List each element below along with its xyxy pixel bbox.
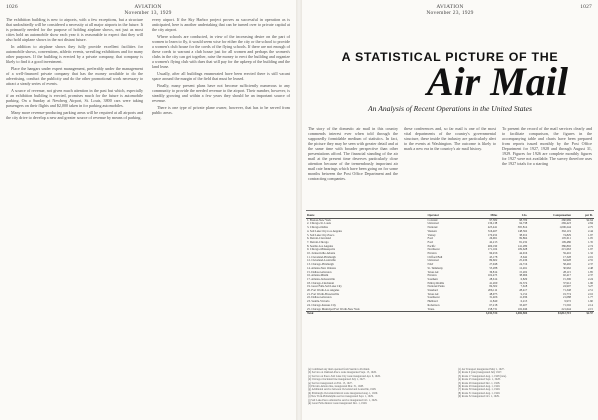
table-cell: 71,502 bbox=[562, 302, 571, 307]
table-cell: 48,975 bbox=[489, 291, 498, 296]
table-cell: Ford bbox=[427, 239, 433, 244]
table-header: Operator bbox=[427, 214, 469, 218]
table-cell: 102,946 bbox=[517, 306, 528, 311]
right-page bbox=[302, 0, 598, 420]
table-cell: 2.48 bbox=[587, 265, 593, 270]
table-cell: 6,829 bbox=[520, 276, 528, 281]
footnote: (i) New York-Philadelphia service inaugurated Sept. 1, 1929. bbox=[308, 395, 374, 399]
table-cell: 1.97 bbox=[587, 247, 593, 252]
paragraph: Finally, many present plans have not become sufficiently numerous to any community to provide the needed revenue to the airport. Their number, however, is steadily growing and within a few years they should be an important source of revenue. bbox=[152, 83, 290, 103]
table-cell: 141,289 bbox=[517, 243, 528, 248]
table-cell: 81,232 bbox=[519, 239, 528, 244]
footnote: (h) Pittsburgh-Cleveland-Detroit route inaugurated Aug. 1, 1929. bbox=[308, 391, 378, 395]
table-cell: 3,011,724 bbox=[469, 312, 499, 316]
paragraph: In addition to airplane shows they fully provide excellent facilities for automobile shows, conventions, athletic events, wrestling exhibitions and for many other purposes. If the building is erected by a private company, that company is likely to find it a good investment. bbox=[6, 44, 143, 64]
table-cell: 38,012 bbox=[519, 232, 528, 237]
footnote: (9) Route 32 inaugurated Oct. 1, 1929. bbox=[458, 395, 500, 399]
paragraph: The story of the domestic air mail in this country commends interest ever when told through the supposedly formidable medium of statistics. In fact, the picture they may be seen with greater detail and at the same time with broader perspective than other presentations afford. The financial standing of the air mail at the present time deserves particularly close attention because of the tremendously important air mail rate hearings which have been going on for some months between the Post Office Department and the contracting companies. bbox=[308, 126, 398, 181]
table-cell: 469,190 bbox=[487, 243, 498, 248]
table-cell: 1.32 bbox=[587, 251, 593, 256]
table-cell: Northwest bbox=[427, 247, 440, 252]
footnote: (1) Air Transport inaugurated May 1, 1927. bbox=[458, 368, 505, 371]
table-cell: Universal bbox=[427, 221, 439, 226]
table-cell: 2.84 bbox=[587, 221, 593, 226]
table-cell: 5. Salt Lake City-Pasco bbox=[307, 232, 335, 237]
table-cell: 44,916 bbox=[519, 251, 528, 256]
footnote: (4) Route 25 inaugurated Sept. 1, 1928. bbox=[458, 378, 501, 382]
table-cell: Pitcairn bbox=[427, 251, 437, 256]
right-column-1 bbox=[308, 126, 398, 183]
paragraph: The exhibition building is new to airports, with a few exceptions, but a structure that undoubtedly will be considered a necessity at all major airports in the future. It is primarily needed for the purpose of holding airplane shows, not just as most cities hold an automobile show each year it is reasonable to expect that they will also hold airplane shows in the not distant future. bbox=[6, 17, 143, 42]
table-cell: 9,972 bbox=[564, 299, 571, 304]
table-cell: 3. Chicago-Dallas bbox=[307, 225, 328, 230]
table-cell: Pitcairn bbox=[427, 273, 437, 278]
table-cell: 36,814 bbox=[489, 269, 498, 274]
table-cell: 74,829 bbox=[562, 232, 571, 237]
paragraph: every airport. If the Sky Harbor project proves as successful in operation as is anticipated, here is another undertaking that can be turned over to private capital at the city airport. bbox=[152, 17, 290, 32]
table-cell: 22. Dallas-Galveston bbox=[307, 295, 332, 300]
right-running-head-date: November 23, 1929 bbox=[426, 10, 474, 16]
table-cell: Universal bbox=[427, 258, 439, 263]
footnote: (b) Service on Oakland-Pasco route inaugurated Sept. 15, 1926. bbox=[308, 371, 377, 375]
table-cell: 15,202 bbox=[519, 269, 528, 274]
table-cell: 2.51 bbox=[587, 288, 593, 293]
article-title: A STATISTICAL PICTURE OF THE bbox=[341, 50, 559, 64]
table-cell: 7,618 bbox=[520, 284, 528, 289]
right-page-number: 1027 bbox=[580, 4, 592, 10]
table-cell: Varney bbox=[427, 232, 436, 237]
right-column-3 bbox=[502, 126, 592, 168]
table-cell: 1.60 bbox=[587, 299, 593, 304]
table-cell: 1.05 bbox=[587, 236, 593, 241]
left-column-2 bbox=[152, 17, 290, 117]
left-running-head-date: November 13, 1929 bbox=[124, 10, 172, 16]
table-cell: St. Tammany bbox=[427, 265, 443, 270]
table-cell: Southern bbox=[427, 276, 438, 281]
footnote: (5) Route 26 inaugurated Dec. 1, 1928. bbox=[458, 381, 501, 385]
table-cell: 1.35 bbox=[587, 239, 593, 244]
left-page bbox=[0, 0, 297, 420]
right-running-head-magazine: AVIATION bbox=[436, 4, 464, 10]
table-cell: 30,962 bbox=[562, 265, 571, 270]
table-cell: 24. Chicago-Kansas City bbox=[307, 302, 336, 307]
table-cell: 16. Atlanta-Miami bbox=[307, 273, 329, 278]
table-cell: 71,348 bbox=[562, 288, 571, 293]
table-cell: 20. Fort Worth-Los Angeles bbox=[307, 288, 340, 293]
paragraph: Where schools are conducted, in view of the increasing desire on the part of women to learn to fly, it would seem wise for either the city or the school to provide a women's club house for the coeds of the flying schools. If there are not enough of these coeds to warrant a club house just for all women and perhaps the women's clubs in the city can get together, raise the money to erect the building and organize a women's flying club with dues that will pay for the upkeep of the building and the land lease. bbox=[152, 34, 290, 69]
table-body bbox=[306, 218, 594, 316]
table-cell: 170,452 bbox=[487, 232, 498, 237]
table-cell: 26,961 bbox=[489, 236, 498, 241]
table-header: Compensation bbox=[528, 214, 572, 218]
table-cell: 14. Atlanta-New Orleans bbox=[307, 265, 336, 270]
table-cell: 38,966 bbox=[519, 273, 528, 278]
table-cell: 8,642 bbox=[520, 254, 528, 259]
table-cell: 11,840 bbox=[489, 299, 498, 304]
table-cell: 2.16 bbox=[587, 291, 593, 296]
table-cell: Pacific bbox=[427, 243, 436, 248]
table-cell: 3.27 bbox=[587, 284, 593, 289]
table-cell: 21,088 bbox=[562, 295, 571, 300]
table-cell: 17. Atlanta-Jacksonville bbox=[307, 276, 335, 281]
table-cell: 6,213 bbox=[520, 299, 528, 304]
footnote: (k) Great Falls-Denver route inaugurated Dec. 1, 1929. bbox=[308, 402, 368, 406]
table-cell: 105,011 bbox=[561, 236, 571, 241]
table-cell: 2.15 bbox=[587, 306, 593, 311]
table-cell: 2.75 bbox=[587, 225, 593, 230]
footnotes-left bbox=[308, 368, 448, 405]
paragraph: Many more revenue-producing parking areas will be required at all airports and the city drive to develop a new and greater source of revenue by means of parking. bbox=[6, 110, 143, 120]
footnote: (a) Combined any mail operated from Seattle to Portland. bbox=[308, 368, 370, 371]
table-cell: 43,178 bbox=[489, 254, 498, 259]
table-cell: 24,907 bbox=[562, 284, 571, 289]
table-cell: 2.14 bbox=[587, 302, 593, 307]
table-cell: $2.64 bbox=[586, 217, 593, 222]
table-cell: 2. Chicago-St. Louis bbox=[307, 221, 331, 226]
right-column-2 bbox=[404, 126, 496, 153]
table-cell: 41,260 bbox=[489, 280, 498, 285]
table-cell: 89,602 bbox=[489, 258, 498, 263]
table-cell: 9. Chicago-Minneapolis bbox=[307, 247, 335, 252]
table-cell: 102,473 bbox=[487, 273, 498, 278]
table-cell: 109,628 bbox=[517, 247, 528, 252]
table-cell: 260,969 bbox=[561, 217, 571, 222]
table-cell: 423,441 bbox=[487, 225, 498, 230]
footnote: (j) Salt Lake-Pasco Alternative service inaugurated Oct. 1, 1929. bbox=[308, 398, 378, 402]
table-cell: 28,115 bbox=[563, 269, 571, 274]
table-cell: 2.24 bbox=[587, 276, 593, 281]
table-cell: 17,328 bbox=[562, 254, 571, 259]
table-top-rule bbox=[306, 210, 594, 211]
table-cell: 59,416 bbox=[562, 251, 571, 256]
table-cell: 2.44 bbox=[587, 228, 593, 233]
table-cell: 9,152 bbox=[520, 291, 528, 296]
air-mail-statistics-table bbox=[306, 214, 594, 316]
table-cell: 64,928 bbox=[562, 258, 571, 263]
footnote: (f) Pitcairn-Atlanta line, inaugurated Mar. 31, 1928. bbox=[308, 385, 364, 389]
table-cell: 109,486 bbox=[561, 239, 571, 244]
table-cell: Texas Air bbox=[427, 269, 439, 274]
table-cell: 19. Great Falls-Salt Lake City bbox=[307, 284, 342, 289]
left-running-head-magazine: AVIATION bbox=[134, 4, 162, 10]
table-cell: 99,864 bbox=[519, 236, 528, 241]
table-cell: Western bbox=[427, 228, 437, 233]
table-cell: 1.77 bbox=[587, 295, 593, 300]
table-cell: 215,663 bbox=[561, 247, 571, 252]
left-column-1 bbox=[6, 17, 143, 122]
table-cell: 92,417 bbox=[562, 273, 571, 278]
paragraph: Usually, after all buildings enumerated have been erected there is still vacant space around the margin of the field that must be leased. bbox=[152, 71, 290, 81]
paragraph: these conferences and, so far mail is one of the most vital departments of the country's governmental structure, these inside the industry are particularly alert to the events at Washington. The outcome is likely to mark a new era in the country's air mail history. bbox=[404, 126, 496, 151]
table-cell: 10. Jacksonville-Atlanta bbox=[307, 251, 336, 256]
table-cell: Hubbard bbox=[427, 299, 438, 304]
table-cell: 25,436 bbox=[519, 258, 528, 263]
table-cell: 1,006,244 bbox=[559, 225, 571, 230]
table-cell: 94,738 bbox=[519, 221, 528, 226]
table-cell: 1. Boston-New York bbox=[307, 217, 331, 222]
table-cell: 1.96 bbox=[587, 280, 593, 285]
table-cell: Clifford Ball bbox=[427, 254, 443, 259]
table-cell: Standard bbox=[427, 288, 438, 293]
table-cell: Total bbox=[306, 312, 427, 316]
footnote: (8) Route 31 inaugurated Aug. 1, 1929. bbox=[458, 391, 501, 395]
table-cell: 1,482,504 bbox=[498, 312, 528, 316]
table-cell: Texas Air bbox=[427, 291, 439, 296]
table-cell: 221,644 bbox=[561, 306, 571, 311]
table-cell: Robertson bbox=[427, 302, 440, 307]
table-cell: National bbox=[427, 225, 438, 230]
table-cell: 158,731 bbox=[487, 306, 498, 311]
table-cell: 316,467 bbox=[487, 228, 498, 233]
table-cell: 386,802 bbox=[561, 243, 571, 248]
table-cell: 1.97 bbox=[587, 232, 593, 237]
table-cell: 11. Cleveland-Pittsburgh bbox=[307, 254, 336, 259]
table-cell: 269,423 bbox=[561, 221, 571, 226]
table-cell: 15,306 bbox=[562, 276, 571, 281]
table-cell: 15. Dallas-Galveston bbox=[307, 269, 332, 274]
table-cell: 28,614 bbox=[489, 276, 498, 281]
footnote: (d) Chicago-Cincinnati line inaugurated July 1, 1927. bbox=[308, 378, 366, 382]
table-cell: 42,213 bbox=[489, 239, 498, 244]
table-total-row bbox=[306, 312, 594, 316]
table-cell: Colonial bbox=[427, 217, 438, 222]
table-cell: 67,218 bbox=[489, 302, 498, 307]
table-cell: 13. Chicago-Pittsburgh bbox=[307, 262, 334, 267]
table-cell: 19,374 bbox=[519, 280, 528, 285]
table-cell: 18. Chicago-Cincinnati bbox=[307, 280, 334, 285]
footnote: (6) Route 29 inaugurated Aug. 1, 1929. bbox=[458, 385, 501, 389]
table-cell: 8. Seattle-Los Angeles bbox=[307, 243, 334, 248]
table-cell: 19,774 bbox=[562, 291, 571, 296]
table-cell: NAT bbox=[427, 262, 434, 267]
table-cell bbox=[427, 312, 469, 316]
footnote: (g) Additional service between Cleveland and Louisville, 1928. bbox=[308, 388, 377, 392]
table-cell: 12,491 bbox=[519, 265, 528, 270]
table-cell: 206,112 bbox=[487, 288, 498, 293]
table-cell: 53,288 bbox=[489, 265, 498, 270]
table-cell: 2.74 bbox=[587, 243, 593, 248]
table-cell: 148,562 bbox=[517, 228, 528, 233]
table-cell: 2.37 bbox=[587, 273, 593, 278]
table-cell: Southwest bbox=[427, 295, 440, 300]
table-cell: Embry-Riddle bbox=[427, 280, 445, 285]
footnote: (3) Route 17 inaugurated Aug. 1, 1928 (rate). bbox=[458, 374, 507, 378]
table-cell: Trans. bbox=[427, 306, 435, 311]
left-page-number: 1026 bbox=[6, 4, 18, 10]
table-cell: 2.01 bbox=[587, 254, 593, 259]
table-cell: 2.55 bbox=[587, 258, 593, 263]
table-cell: 33,407 bbox=[519, 302, 528, 307]
table-header: Miles bbox=[469, 214, 499, 218]
table-cell: 28,417 bbox=[519, 288, 528, 293]
footnote: (c) Service on Pasco-Salt Lake City route inaugurated Apr. 6, 1926. bbox=[308, 374, 381, 378]
table-cell: 12. Cleveland-Louisville bbox=[307, 258, 336, 263]
table-cell: 7. Detroit-Chicago bbox=[307, 239, 329, 244]
table-cell: 11,936 bbox=[519, 295, 528, 300]
table-cell: 31,406 bbox=[489, 295, 498, 300]
article-subtitle: An Analysis of Recent Operations in the United States bbox=[368, 104, 532, 113]
table-cell: 27,948 bbox=[489, 262, 498, 267]
table-cell: 1.85 bbox=[587, 269, 593, 274]
table-cell: 37,912 bbox=[562, 280, 571, 285]
paragraph: Place the hangars under expert management, preferably under the management of a well-financed private company that has the money available to do the advertising, conduct the publicity and do the other promotional work necessary to attract a steady series of events. bbox=[6, 66, 143, 86]
table-cell: 23. Seattle-Victoria bbox=[307, 299, 330, 304]
table-cell: 171,104 bbox=[487, 247, 498, 252]
table-cell: 99,456 bbox=[489, 251, 498, 256]
table-cell: 24,716 bbox=[519, 262, 528, 267]
table-cell: $2.57 bbox=[572, 312, 594, 316]
article-title-large: Air Mail bbox=[426, 59, 568, 104]
table-cell: 136,138 bbox=[487, 221, 498, 226]
table-cell: 25. Chicago Municipal Fort Worth-New York bbox=[307, 306, 360, 311]
table-cell: 362,119 bbox=[561, 228, 571, 233]
table-cell: 97,382 bbox=[489, 217, 498, 222]
table-cell: 98,709 bbox=[519, 217, 528, 222]
footnotes-right bbox=[458, 368, 592, 399]
table-cell: $3,812,715 bbox=[528, 312, 572, 316]
footnote: (2) Route 9 (rate) inaugurated July 1927. bbox=[458, 371, 502, 375]
table-cell: 4. Salt Lake City-Los Angeles bbox=[307, 228, 342, 233]
table-header: Lbs. bbox=[498, 214, 528, 218]
table-cell: 21. Fort Worth-Brownsville bbox=[307, 291, 340, 296]
table-cell: 2.37 bbox=[587, 262, 593, 267]
footnote: (e) Service inaugurated on Feb. 15, 1927. bbox=[308, 381, 353, 385]
table-cell: 58,492 bbox=[562, 262, 571, 267]
paragraph: To present the record of the mail services clearly and to facilitate comparison, the figures in the accompanying table and charts have been prepared from reports issued monthly by the Post Office Department for 1927, 1928 and through August 31, 1929. Figures for 1926 are complete monthly figures for 1927 were not available. The survey therefore uses the 1927 totals for a starting bbox=[502, 126, 592, 166]
table-header: per lb. bbox=[572, 214, 594, 218]
table-cell: 365,814 bbox=[517, 225, 528, 230]
table-header: Route bbox=[306, 214, 427, 218]
paragraph: There is one type of private plane owner, however, that has to be served from public areas. bbox=[152, 105, 290, 115]
table-cell: National Parks bbox=[427, 284, 445, 289]
footnote: (7) Route 30 inaugurated Aug. 1, 1929. bbox=[458, 388, 501, 392]
table-cell: Ford bbox=[427, 236, 433, 241]
table-cell: 84,302 bbox=[489, 284, 498, 289]
paragraph: A source of revenue, not given much attention in the past but which, especially if an exhibition building is erected, promises much for the future is automobile parking. On a Sunday at Newberg Airport, St. Louis, 3800 cars were taking passengers on their flights and $2,000 taken in for parking automobiles. bbox=[6, 88, 143, 108]
table-cell: 6. Detroit-Cleveland bbox=[307, 236, 331, 241]
